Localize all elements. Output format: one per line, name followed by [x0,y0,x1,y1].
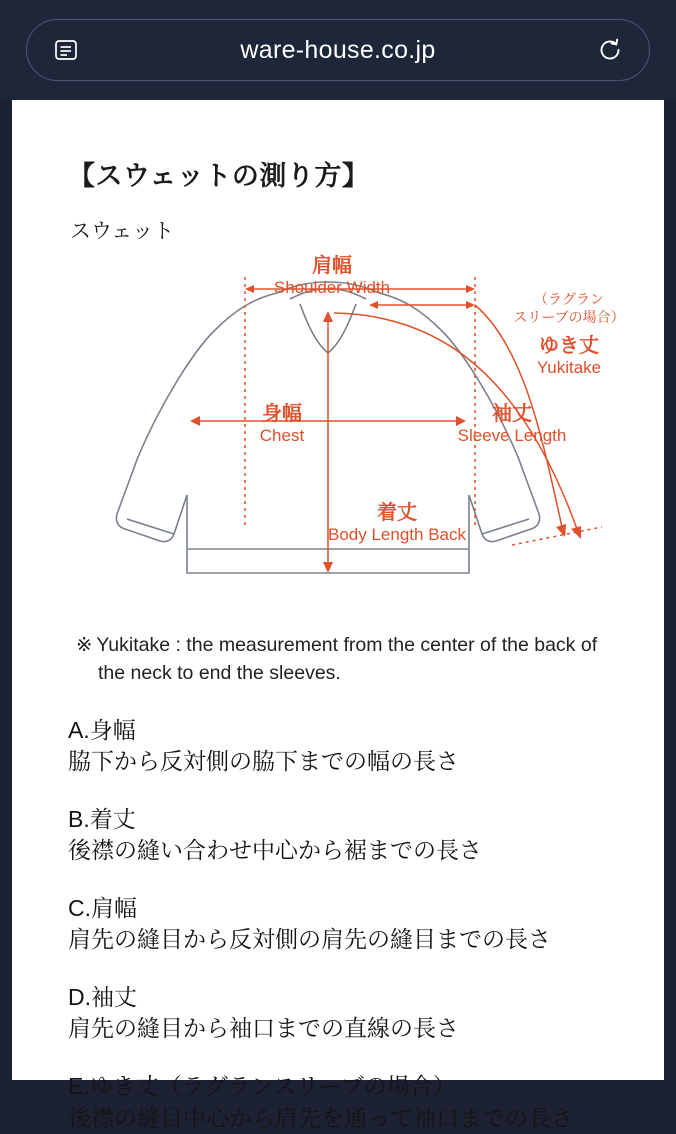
definition-description: 後襟の縫目中心から肩先を通って袖口までの長さ [68,1104,574,1131]
label-raglan-note-1: （ラグラン [534,291,604,307]
definition-description: 脇下から反対側の脇下までの幅の長さ [68,747,459,774]
list-item [68,892,634,955]
label-body-length-en: Body Length Back [328,525,466,544]
label-yukitake-en: Yukitake [536,358,602,377]
definition-term: C.肩幅 [68,895,137,921]
definition-term: A.身幅 [68,716,136,743]
label-yukitake-jp: ゆき丈 [539,335,599,357]
label-chest-jp: 身幅 [262,403,302,425]
definition-term: B.着丈 [68,805,136,832]
label-shoulder-en: Shoulder Width [273,278,391,297]
label-sleeve-jp: 袖丈 [492,403,532,425]
label-body-length-jp: 着丈 [377,502,417,524]
note-line-1: Yukitake : the measurement from the center of the back of [96,634,598,656]
list-item [68,803,634,866]
label-chest-en: Chest [259,426,305,445]
label-sleeve-en: Sleeve Length [457,426,567,445]
definition-list [68,714,634,1134]
reload-icon[interactable] [593,33,627,67]
url-text: ware-house.co.jp [240,35,436,64]
note-mark: ※ [76,634,93,656]
label-shoulder-jp: 肩幅 [312,255,352,277]
yukitake-note [76,631,616,688]
definition-term: D.袖丈 [68,984,137,1011]
browser-toolbar [0,0,676,100]
diagram-caption: スウェット [70,220,175,243]
definition-term: E.ゆき丈（ラグランスリーブの場合） [68,1073,456,1100]
page-title: 【スウェットの測り方】 [68,161,370,191]
list-item [68,1070,634,1133]
measurement-diagram [42,227,658,627]
definition-description: 肩先の縫目から反対側の肩先の縫目までの長さ [68,926,551,953]
reader-view-icon[interactable] [49,33,83,67]
note-line-2: the neck to end the sleeves. [98,662,341,685]
web-page-content [12,100,664,1131]
list-item [68,714,634,777]
label-raglan-note-2: スリーブの場合） [513,309,625,325]
url-bar[interactable] [26,19,650,81]
list-item [68,981,634,1044]
definition-description: 後襟の縫い合わせ中心から裾までの長さ [68,836,482,863]
definition-description: 肩先の縫目から袖口までの直線の長さ [68,1015,459,1042]
